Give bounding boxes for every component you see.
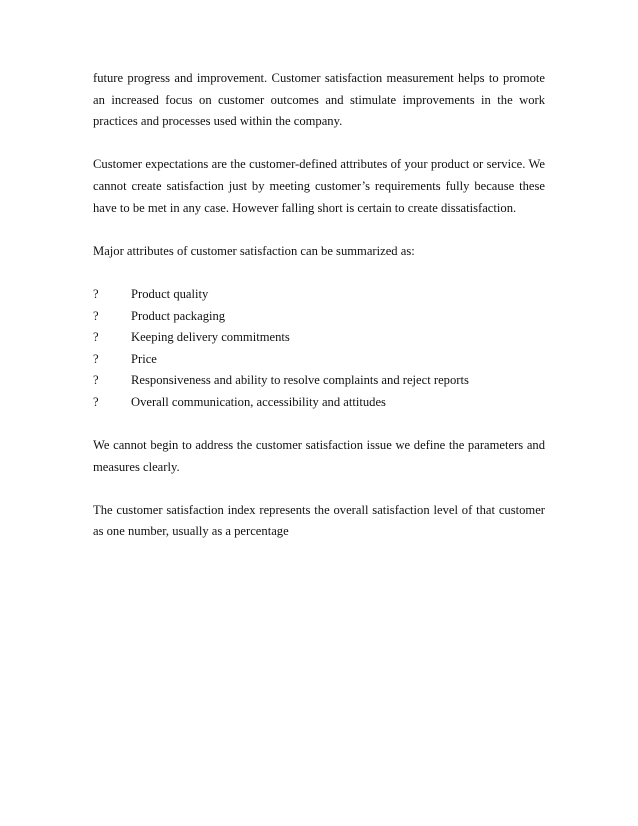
attributes-list [93, 284, 545, 414]
bullet-marker: ? [93, 308, 99, 323]
list-item [93, 370, 545, 392]
paragraph-satisfaction-index: The customer satisfaction index represents the overall satisfaction level of that customer as one number, usually as a percentage [93, 502, 545, 539]
list-item-text: Product quality [131, 286, 209, 301]
paragraph-attributes-intro: Major attributes of customer satisfaction can be summarized as: [93, 243, 415, 258]
list-item-text: Responsiveness and ability to resolve complaints and reject reports [131, 373, 469, 388]
list-item-text: Price [131, 351, 157, 366]
list-item [93, 284, 545, 306]
bullet-marker: ? [93, 330, 99, 345]
bullet-marker: ? [93, 373, 99, 388]
document-body [93, 68, 545, 543]
list-item [93, 349, 545, 371]
paragraph-measurement: future progress and improvement. Customer satisfaction measurement helps to promote an increased focus on customer outcomes and stimulate improvements in the work practices and processes used within the company. [93, 71, 545, 129]
bullet-marker: ? [93, 351, 99, 366]
paragraph-parameters: We cannot begin to address the customer satisfaction issue we define the parameters and measures clearly. [93, 438, 545, 474]
list-item [93, 392, 545, 414]
list-item-text: Overall communication, accessibility and attitudes [131, 394, 386, 409]
bullet-marker: ? [93, 286, 99, 301]
bullet-marker: ? [93, 394, 99, 409]
list-item [93, 327, 545, 349]
paragraph-expectations: Customer expectations are the customer-defined attributes of your product or service. We cannot create satisfaction just by meeting customer’s requirements fully because these have to be met in any case. However falling short is certain to create dissatisfaction. [93, 157, 545, 215]
list-item-text: Keeping delivery commitments [131, 330, 290, 345]
list-item-text: Product packaging [131, 308, 226, 323]
list-item [93, 306, 545, 328]
